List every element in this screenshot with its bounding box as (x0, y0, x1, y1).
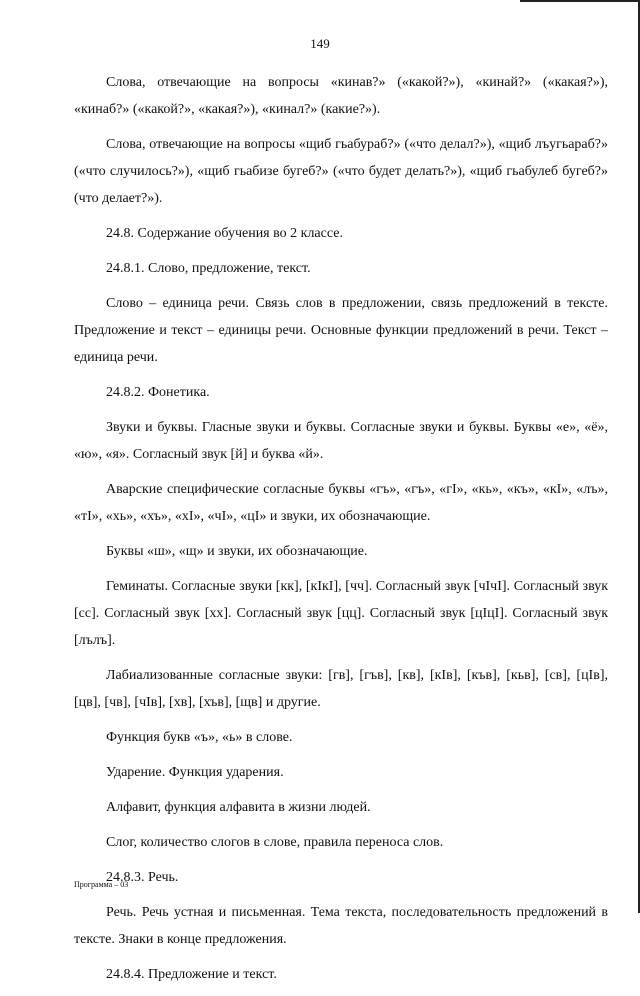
section-heading-24-8-4: 24.8.4. Предложение и текст. (106, 967, 277, 982)
scan-edge-top (520, 0, 640, 2)
paragraph-8: Лабиализованные согласные звуки: [гв], [гъв], [кв], [кIв], [къв], [кьв], [св], [цIв], [цв], [чв], [чIв], [хв], [хъв], [щв] и другие. (74, 668, 608, 710)
paragraph-12: Слог, количество слогов в слове, правила переноса слов. (106, 835, 444, 850)
section-heading-24-8-2: 24.8.2. Фонетика. (106, 385, 210, 400)
page-number: 149 (310, 36, 330, 51)
section-heading-24-8: 24.8. Содержание обучения во 2 классе. (106, 226, 343, 241)
section-heading-24-8-1: 24.8.1. Слово, предложение, текст. (106, 261, 311, 276)
paragraph-3: Слово – единица речи. Связь слов в предложении, связь предложений в тексте. Предложение и текст – единицы речи. Основные функции предложений в речи. Текст – единица речи. (74, 296, 608, 365)
document-body (74, 69, 608, 996)
paragraph-11: Алфавит, функция алфавита в жизни людей. (106, 800, 371, 815)
paragraph-1: Слова, отвечающие на вопросы «кинав?» («какой?»), «кинай?» («какая?»), «кинаб?» («какой?», «какая?»), «кинал?» (какие?»). (74, 75, 608, 117)
page-footer: Программа – 03 (74, 880, 129, 889)
paragraph-10: Ударение. Функция ударения. (106, 765, 284, 780)
paragraph-2: Слова, отвечающие на вопросы «щиб гьабураб?» («что делал?»), «щиб лъугьараб?» («что случилось?»), «щиб гьабизе бугеб?» («что будет делать?»), «щиб гьабулеб бугеб?» (что делает?»). (74, 137, 608, 206)
paragraph-9: Функция букв «ъ», «ь» в слове. (106, 730, 293, 745)
paragraph-4: Звуки и буквы. Гласные звуки и буквы. Согласные звуки и буквы. Буквы «е», «ё», «ю», «я». Согласный звук [й] и буква «й». (74, 420, 608, 462)
paragraph-6: Буквы «ш», «щ» и звуки, их обозначающие. (106, 544, 368, 559)
section-heading-24-8-3: 24.8.3. Речь. (106, 870, 179, 885)
paragraph-7: Геминаты. Согласные звуки [кк], [кIкI], [чч]. Согласный звук [чIчI]. Согласный звук [сс]. Согласный звук [хх]. Согласный звук [цц]. Согласный звук [цIцI]. Согласный звук [лълъ]. (74, 579, 608, 648)
paragraph-5: Аварские специфические согласные буквы «гъ», «гъ», «гI», «кь», «къ», «кI», «лъ», «тI», «хь», «хъ», «хI», «чI», «цI» и звуки, их обозначающие. (74, 482, 608, 524)
paragraph-13: Речь. Речь устная и письменная. Тема текста, последовательность предложений в тексте. Знаки в конце предложения. (74, 905, 608, 947)
